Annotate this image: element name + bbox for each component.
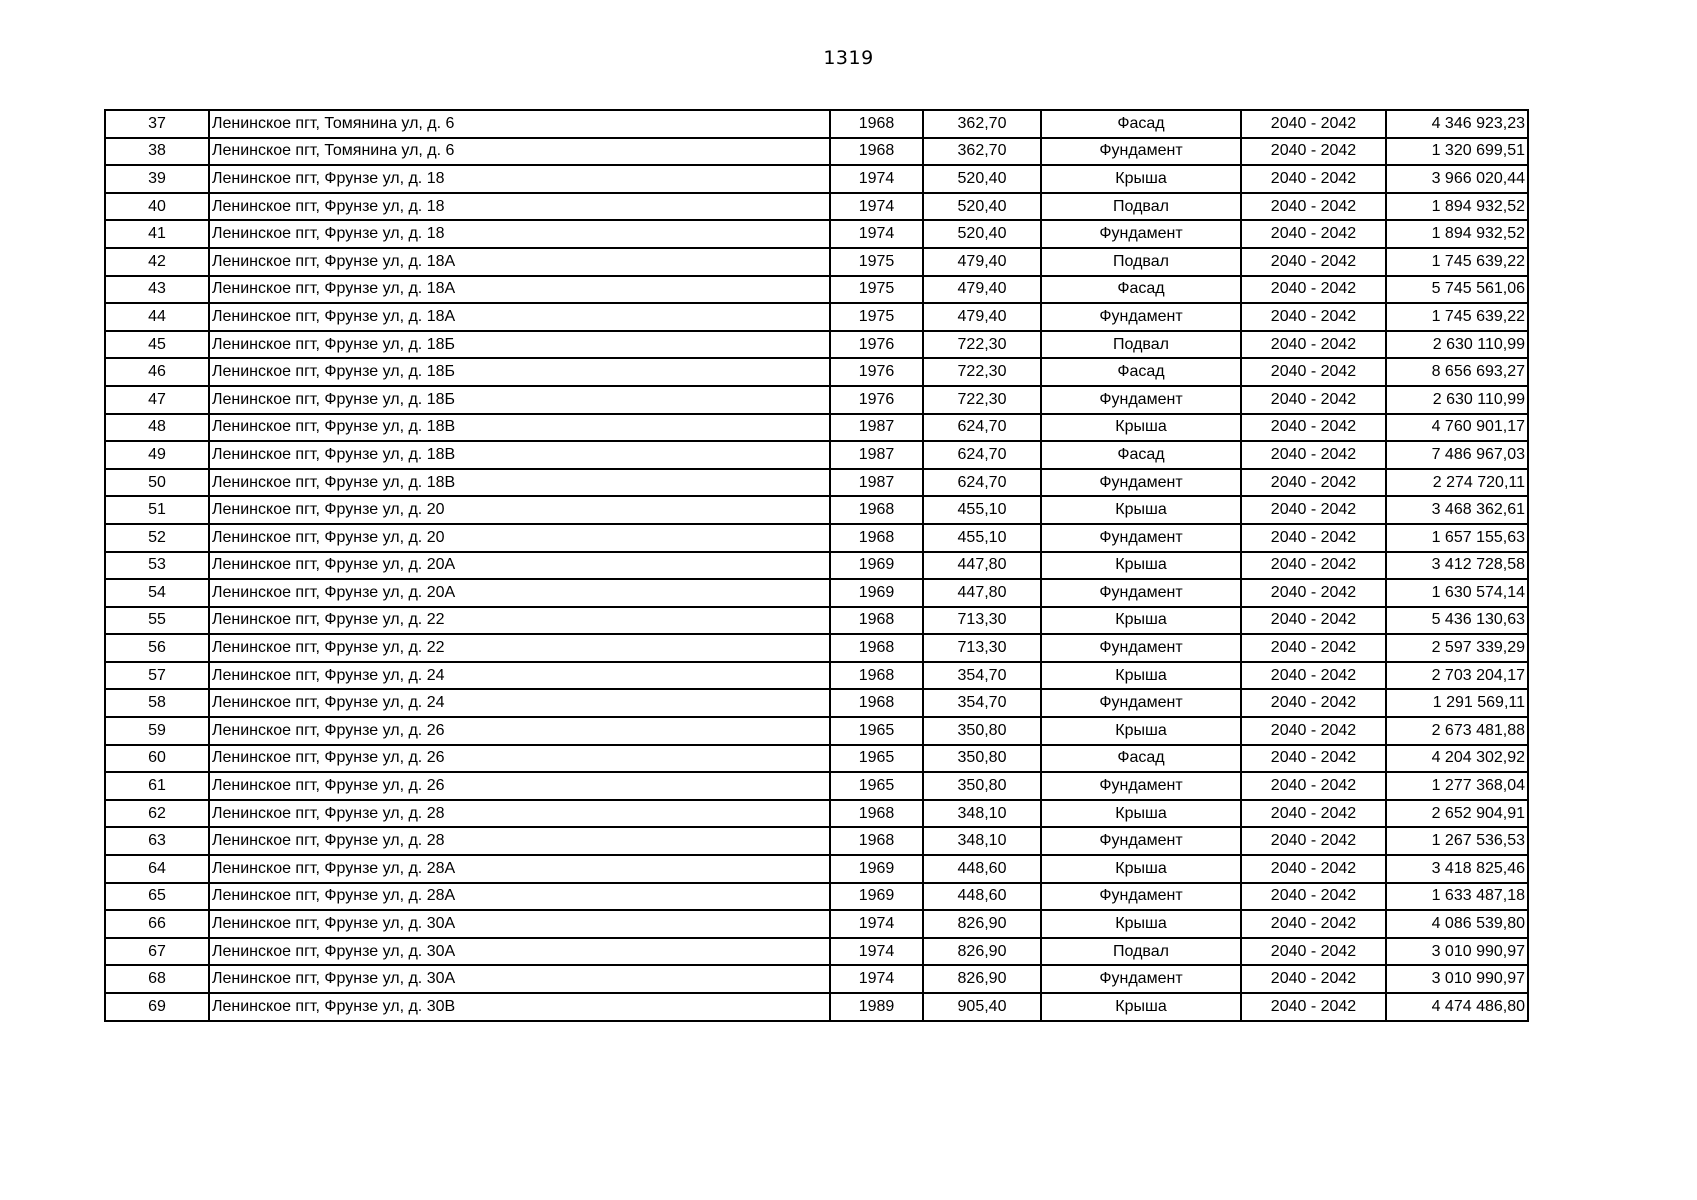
row-number-cell: 42	[105, 248, 209, 276]
address-cell: Ленинское пгт, Фрунзе ул, д. 20А	[209, 552, 830, 580]
year-built-cell: 1975	[830, 303, 923, 331]
cost-cell: 3 468 362,61	[1386, 496, 1528, 524]
cost-cell: 2 673 481,88	[1386, 717, 1528, 745]
work-type-cell: Подвал	[1041, 331, 1241, 359]
work-type-cell: Крыша	[1041, 717, 1241, 745]
repair-period-cell: 2040 - 2042	[1241, 110, 1386, 138]
address-cell: Ленинское пгт, Фрунзе ул, д. 18Б	[209, 331, 830, 359]
work-type-cell: Фундамент	[1041, 772, 1241, 800]
table-body	[105, 110, 1528, 1021]
cost-cell: 4 760 901,17	[1386, 414, 1528, 442]
repair-period-cell: 2040 - 2042	[1241, 496, 1386, 524]
year-built-cell: 1974	[830, 193, 923, 221]
address-cell: Ленинское пгт, Фрунзе ул, д. 28	[209, 800, 830, 828]
work-type-cell: Крыша	[1041, 552, 1241, 580]
area-cell: 362,70	[923, 110, 1041, 138]
table-row	[105, 965, 1528, 993]
row-number-cell: 47	[105, 386, 209, 414]
table-row	[105, 827, 1528, 855]
row-number-cell: 65	[105, 883, 209, 911]
table-row	[105, 496, 1528, 524]
address-cell: Ленинское пгт, Фрунзе ул, д. 20А	[209, 579, 830, 607]
address-cell: Ленинское пгт, Фрунзе ул, д. 24	[209, 689, 830, 717]
year-built-cell: 1968	[830, 138, 923, 166]
repair-period-cell: 2040 - 2042	[1241, 662, 1386, 690]
year-built-cell: 1969	[830, 855, 923, 883]
repair-period-cell: 2040 - 2042	[1241, 165, 1386, 193]
table-row	[105, 331, 1528, 359]
work-type-cell: Фасад	[1041, 745, 1241, 773]
table-row	[105, 634, 1528, 662]
row-number-cell: 48	[105, 414, 209, 442]
work-type-cell: Фундамент	[1041, 303, 1241, 331]
address-cell: Ленинское пгт, Фрунзе ул, д. 18В	[209, 469, 830, 497]
work-type-cell: Крыша	[1041, 414, 1241, 442]
cost-cell: 3 412 728,58	[1386, 552, 1528, 580]
repair-period-cell: 2040 - 2042	[1241, 331, 1386, 359]
repair-period-cell: 2040 - 2042	[1241, 469, 1386, 497]
repair-period-cell: 2040 - 2042	[1241, 827, 1386, 855]
area-cell: 905,40	[923, 993, 1041, 1021]
year-built-cell: 1965	[830, 717, 923, 745]
work-type-cell: Фасад	[1041, 276, 1241, 304]
work-type-cell: Крыша	[1041, 607, 1241, 635]
address-cell: Ленинское пгт, Фрунзе ул, д. 28	[209, 827, 830, 855]
table-row	[105, 303, 1528, 331]
work-type-cell: Крыша	[1041, 855, 1241, 883]
work-type-cell: Фундамент	[1041, 634, 1241, 662]
area-cell: 354,70	[923, 662, 1041, 690]
address-cell: Ленинское пгт, Фрунзе ул, д. 18	[209, 165, 830, 193]
repair-period-cell: 2040 - 2042	[1241, 883, 1386, 911]
cost-cell: 8 656 693,27	[1386, 358, 1528, 386]
address-cell: Ленинское пгт, Фрунзе ул, д. 30В	[209, 993, 830, 1021]
repair-period-cell: 2040 - 2042	[1241, 303, 1386, 331]
row-number-cell: 68	[105, 965, 209, 993]
address-cell: Ленинское пгт, Фрунзе ул, д. 30А	[209, 910, 830, 938]
row-number-cell: 63	[105, 827, 209, 855]
row-number-cell: 69	[105, 993, 209, 1021]
year-built-cell: 1969	[830, 552, 923, 580]
year-built-cell: 1968	[830, 634, 923, 662]
work-type-cell: Подвал	[1041, 938, 1241, 966]
work-type-cell: Крыша	[1041, 662, 1241, 690]
cost-cell: 1 745 639,22	[1386, 303, 1528, 331]
cost-cell: 2 630 110,99	[1386, 331, 1528, 359]
repair-period-cell: 2040 - 2042	[1241, 607, 1386, 635]
cost-cell: 2 597 339,29	[1386, 634, 1528, 662]
area-cell: 362,70	[923, 138, 1041, 166]
cost-cell: 2 274 720,11	[1386, 469, 1528, 497]
table-row	[105, 220, 1528, 248]
area-cell: 447,80	[923, 579, 1041, 607]
area-cell: 826,90	[923, 938, 1041, 966]
area-cell: 713,30	[923, 607, 1041, 635]
work-type-cell: Фасад	[1041, 358, 1241, 386]
row-number-cell: 50	[105, 469, 209, 497]
table-row	[105, 276, 1528, 304]
work-type-cell: Крыша	[1041, 496, 1241, 524]
year-built-cell: 1968	[830, 524, 923, 552]
address-cell: Ленинское пгт, Фрунзе ул, д. 28А	[209, 855, 830, 883]
cost-cell: 1 633 487,18	[1386, 883, 1528, 911]
address-cell: Ленинское пгт, Фрунзе ул, д. 30А	[209, 938, 830, 966]
cost-cell: 3 418 825,46	[1386, 855, 1528, 883]
row-number-cell: 38	[105, 138, 209, 166]
area-cell: 520,40	[923, 193, 1041, 221]
area-cell: 520,40	[923, 165, 1041, 193]
cost-cell: 4 474 486,80	[1386, 993, 1528, 1021]
work-type-cell: Подвал	[1041, 248, 1241, 276]
cost-cell: 5 745 561,06	[1386, 276, 1528, 304]
row-number-cell: 39	[105, 165, 209, 193]
row-number-cell: 43	[105, 276, 209, 304]
year-built-cell: 1987	[830, 441, 923, 469]
address-cell: Ленинское пгт, Фрунзе ул, д. 18В	[209, 441, 830, 469]
address-cell: Ленинское пгт, Фрунзе ул, д. 18Б	[209, 386, 830, 414]
work-type-cell: Фундамент	[1041, 386, 1241, 414]
work-type-cell: Фасад	[1041, 110, 1241, 138]
table-row	[105, 248, 1528, 276]
row-number-cell: 44	[105, 303, 209, 331]
table-row	[105, 800, 1528, 828]
table-row	[105, 193, 1528, 221]
row-number-cell: 46	[105, 358, 209, 386]
address-cell: Ленинское пгт, Фрунзе ул, д. 18А	[209, 303, 830, 331]
page-number: 1319	[823, 47, 874, 69]
repair-period-cell: 2040 - 2042	[1241, 276, 1386, 304]
cost-cell: 1 630 574,14	[1386, 579, 1528, 607]
year-built-cell: 1976	[830, 386, 923, 414]
cost-cell: 1 894 932,52	[1386, 220, 1528, 248]
area-cell: 722,30	[923, 386, 1041, 414]
address-cell: Ленинское пгт, Фрунзе ул, д. 18В	[209, 414, 830, 442]
row-number-cell: 58	[105, 689, 209, 717]
work-type-cell: Крыша	[1041, 800, 1241, 828]
row-number-cell: 59	[105, 717, 209, 745]
cost-cell: 7 486 967,03	[1386, 441, 1528, 469]
year-built-cell: 1968	[830, 689, 923, 717]
year-built-cell: 1968	[830, 827, 923, 855]
address-cell: Ленинское пгт, Фрунзе ул, д. 26	[209, 717, 830, 745]
repair-period-cell: 2040 - 2042	[1241, 138, 1386, 166]
year-built-cell: 1968	[830, 662, 923, 690]
area-cell: 479,40	[923, 303, 1041, 331]
area-cell: 448,60	[923, 855, 1041, 883]
table-row	[105, 607, 1528, 635]
area-cell: 348,10	[923, 800, 1041, 828]
area-cell: 479,40	[923, 248, 1041, 276]
area-cell: 448,60	[923, 883, 1041, 911]
work-type-cell: Фундамент	[1041, 138, 1241, 166]
cost-cell: 4 204 302,92	[1386, 745, 1528, 773]
address-cell: Ленинское пгт, Томянина ул, д. 6	[209, 110, 830, 138]
row-number-cell: 51	[105, 496, 209, 524]
cost-cell: 2 703 204,17	[1386, 662, 1528, 690]
area-cell: 348,10	[923, 827, 1041, 855]
row-number-cell: 37	[105, 110, 209, 138]
table-row	[105, 358, 1528, 386]
year-built-cell: 1974	[830, 965, 923, 993]
cost-cell: 2 652 904,91	[1386, 800, 1528, 828]
table-row	[105, 165, 1528, 193]
table-row	[105, 138, 1528, 166]
repair-period-cell: 2040 - 2042	[1241, 579, 1386, 607]
address-cell: Ленинское пгт, Фрунзе ул, д. 18	[209, 220, 830, 248]
row-number-cell: 49	[105, 441, 209, 469]
row-number-cell: 67	[105, 938, 209, 966]
table-row	[105, 938, 1528, 966]
repair-period-cell: 2040 - 2042	[1241, 524, 1386, 552]
repair-period-cell: 2040 - 2042	[1241, 220, 1386, 248]
work-type-cell: Фасад	[1041, 441, 1241, 469]
table-row	[105, 993, 1528, 1021]
address-cell: Ленинское пгт, Фрунзе ул, д. 18Б	[209, 358, 830, 386]
row-number-cell: 53	[105, 552, 209, 580]
area-cell: 455,10	[923, 524, 1041, 552]
address-cell: Ленинское пгт, Фрунзе ул, д. 22	[209, 607, 830, 635]
cost-cell: 1 745 639,22	[1386, 248, 1528, 276]
address-cell: Ленинское пгт, Фрунзе ул, д. 18А	[209, 248, 830, 276]
area-cell: 722,30	[923, 358, 1041, 386]
cost-cell: 1 894 932,52	[1386, 193, 1528, 221]
address-cell: Ленинское пгт, Фрунзе ул, д. 24	[209, 662, 830, 690]
address-cell: Ленинское пгт, Фрунзе ул, д. 20	[209, 496, 830, 524]
year-built-cell: 1968	[830, 496, 923, 524]
area-cell: 624,70	[923, 441, 1041, 469]
repair-period-cell: 2040 - 2042	[1241, 965, 1386, 993]
repair-period-cell: 2040 - 2042	[1241, 993, 1386, 1021]
area-cell: 350,80	[923, 772, 1041, 800]
address-cell: Ленинское пгт, Фрунзе ул, д. 18А	[209, 276, 830, 304]
year-built-cell: 1968	[830, 607, 923, 635]
year-built-cell: 1968	[830, 110, 923, 138]
area-cell: 447,80	[923, 552, 1041, 580]
repair-period-cell: 2040 - 2042	[1241, 689, 1386, 717]
table-row	[105, 745, 1528, 773]
year-built-cell: 1976	[830, 331, 923, 359]
address-cell: Ленинское пгт, Фрунзе ул, д. 18	[209, 193, 830, 221]
row-number-cell: 64	[105, 855, 209, 883]
area-cell: 354,70	[923, 689, 1041, 717]
year-built-cell: 1968	[830, 800, 923, 828]
cost-cell: 3 966 020,44	[1386, 165, 1528, 193]
table-row	[105, 386, 1528, 414]
address-cell: Ленинское пгт, Фрунзе ул, д. 30А	[209, 965, 830, 993]
cost-cell: 3 010 990,97	[1386, 938, 1528, 966]
year-built-cell: 1965	[830, 745, 923, 773]
repair-period-cell: 2040 - 2042	[1241, 386, 1386, 414]
table-row	[105, 883, 1528, 911]
cost-cell: 5 436 130,63	[1386, 607, 1528, 635]
cost-cell: 1 320 699,51	[1386, 138, 1528, 166]
work-type-cell: Крыша	[1041, 993, 1241, 1021]
area-cell: 350,80	[923, 745, 1041, 773]
repair-period-cell: 2040 - 2042	[1241, 193, 1386, 221]
address-cell: Ленинское пгт, Фрунзе ул, д. 26	[209, 745, 830, 773]
repair-period-cell: 2040 - 2042	[1241, 910, 1386, 938]
cost-cell: 1 267 536,53	[1386, 827, 1528, 855]
repair-period-cell: 2040 - 2042	[1241, 772, 1386, 800]
address-cell: Ленинское пгт, Фрунзе ул, д. 22	[209, 634, 830, 662]
table-row	[105, 855, 1528, 883]
table-row	[105, 110, 1528, 138]
area-cell: 722,30	[923, 331, 1041, 359]
repair-period-cell: 2040 - 2042	[1241, 717, 1386, 745]
table-row	[105, 524, 1528, 552]
table-row	[105, 689, 1528, 717]
repair-period-cell: 2040 - 2042	[1241, 938, 1386, 966]
repair-period-cell: 2040 - 2042	[1241, 248, 1386, 276]
row-number-cell: 45	[105, 331, 209, 359]
row-number-cell: 41	[105, 220, 209, 248]
work-type-cell: Фундамент	[1041, 689, 1241, 717]
area-cell: 350,80	[923, 717, 1041, 745]
work-type-cell: Фундамент	[1041, 579, 1241, 607]
area-cell: 624,70	[923, 414, 1041, 442]
repair-period-cell: 2040 - 2042	[1241, 441, 1386, 469]
area-cell: 520,40	[923, 220, 1041, 248]
year-built-cell: 1987	[830, 469, 923, 497]
year-built-cell: 1989	[830, 993, 923, 1021]
repair-period-cell: 2040 - 2042	[1241, 855, 1386, 883]
year-built-cell: 1965	[830, 772, 923, 800]
year-built-cell: 1975	[830, 276, 923, 304]
work-type-cell: Фундамент	[1041, 220, 1241, 248]
year-built-cell: 1976	[830, 358, 923, 386]
work-type-cell: Фундамент	[1041, 469, 1241, 497]
area-cell: 826,90	[923, 910, 1041, 938]
table-row	[105, 717, 1528, 745]
repair-period-cell: 2040 - 2042	[1241, 634, 1386, 662]
year-built-cell: 1975	[830, 248, 923, 276]
area-cell: 455,10	[923, 496, 1041, 524]
repair-period-cell: 2040 - 2042	[1241, 414, 1386, 442]
row-number-cell: 57	[105, 662, 209, 690]
year-built-cell: 1974	[830, 938, 923, 966]
row-number-cell: 56	[105, 634, 209, 662]
cost-cell: 1 291 569,11	[1386, 689, 1528, 717]
row-number-cell: 54	[105, 579, 209, 607]
year-built-cell: 1969	[830, 883, 923, 911]
year-built-cell: 1974	[830, 165, 923, 193]
year-built-cell: 1987	[830, 414, 923, 442]
table-row	[105, 469, 1528, 497]
repair-period-cell: 2040 - 2042	[1241, 552, 1386, 580]
row-number-cell: 61	[105, 772, 209, 800]
area-cell: 624,70	[923, 469, 1041, 497]
work-type-cell: Фундамент	[1041, 524, 1241, 552]
repair-period-cell: 2040 - 2042	[1241, 745, 1386, 773]
row-number-cell: 40	[105, 193, 209, 221]
row-number-cell: 55	[105, 607, 209, 635]
repair-schedule-table	[104, 109, 1529, 1022]
cost-cell: 2 630 110,99	[1386, 386, 1528, 414]
repair-period-cell: 2040 - 2042	[1241, 358, 1386, 386]
row-number-cell: 60	[105, 745, 209, 773]
year-built-cell: 1974	[830, 910, 923, 938]
cost-cell: 4 346 923,23	[1386, 110, 1528, 138]
cost-cell: 4 086 539,80	[1386, 910, 1528, 938]
table-row	[105, 662, 1528, 690]
work-type-cell: Крыша	[1041, 165, 1241, 193]
cost-cell: 3 010 990,97	[1386, 965, 1528, 993]
table-row	[105, 579, 1528, 607]
table-row	[105, 414, 1528, 442]
work-type-cell: Подвал	[1041, 193, 1241, 221]
cost-cell: 1 657 155,63	[1386, 524, 1528, 552]
address-cell: Ленинское пгт, Томянина ул, д. 6	[209, 138, 830, 166]
work-type-cell: Крыша	[1041, 910, 1241, 938]
row-number-cell: 62	[105, 800, 209, 828]
table-row	[105, 552, 1528, 580]
row-number-cell: 66	[105, 910, 209, 938]
work-type-cell: Фундамент	[1041, 883, 1241, 911]
address-cell: Ленинское пгт, Фрунзе ул, д. 28А	[209, 883, 830, 911]
table-row	[105, 441, 1528, 469]
year-built-cell: 1974	[830, 220, 923, 248]
address-cell: Ленинское пгт, Фрунзе ул, д. 26	[209, 772, 830, 800]
table-row	[105, 910, 1528, 938]
address-cell: Ленинское пгт, Фрунзе ул, д. 20	[209, 524, 830, 552]
area-cell: 826,90	[923, 965, 1041, 993]
row-number-cell: 52	[105, 524, 209, 552]
repair-period-cell: 2040 - 2042	[1241, 800, 1386, 828]
year-built-cell: 1969	[830, 579, 923, 607]
cost-cell: 1 277 368,04	[1386, 772, 1528, 800]
area-cell: 713,30	[923, 634, 1041, 662]
work-type-cell: Фундамент	[1041, 827, 1241, 855]
area-cell: 479,40	[923, 276, 1041, 304]
table-row	[105, 772, 1528, 800]
work-type-cell: Фундамент	[1041, 965, 1241, 993]
